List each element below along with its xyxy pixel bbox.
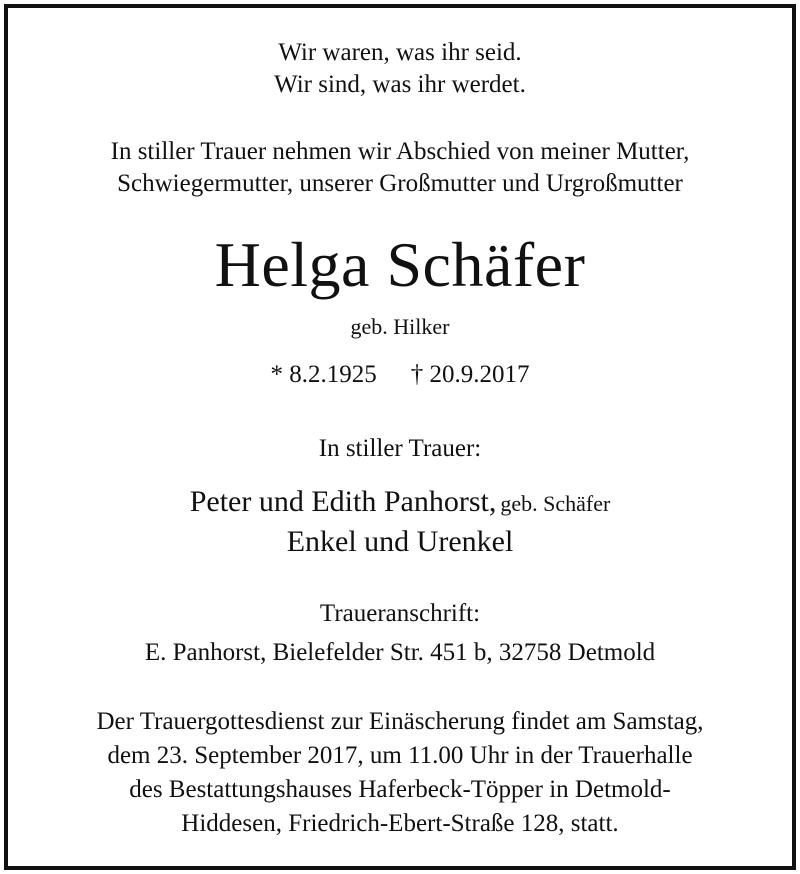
- motto-line-1: Wir waren, was ihr seid.: [278, 39, 522, 66]
- life-dates: [0, 362, 800, 387]
- mourners-main-names: Peter und Edith Panhorst,: [189, 485, 497, 518]
- death-date: † 20.9.2017: [410, 361, 530, 388]
- motto-line-2: Wir sind, was ihr werdet.: [274, 71, 526, 98]
- service-line-3: des Bestattungshauses Haferbeck-Töpper in Detmold-: [129, 776, 671, 803]
- service-line-1: Der Trauergottesdienst zur Einäscherung findet am Samstag,: [96, 708, 704, 735]
- service-line-2: dem 23. September 2017, um 11.00 Uhr in der Trauerhalle: [107, 742, 693, 769]
- mourners-others: Enkel und Urenkel: [286, 525, 514, 558]
- intro-line-2: Schwiegermutter, unserer Großmutter und Urgroßmutter: [117, 170, 683, 197]
- mourners-main-suffix: geb. Schäfer: [500, 491, 611, 516]
- intro-line-1: In stiller Trauer nehmen wir Abschied von meiner Mutter,: [110, 138, 690, 165]
- maiden-name: geb. Hilker: [350, 314, 450, 339]
- address-line: E. Panhorst, Bielefelder Str. 451 b, 32758 Detmold: [144, 639, 656, 666]
- mourners-heading: In stiller Trauer:: [318, 435, 482, 462]
- birth-date: * 8.2.1925: [270, 361, 377, 388]
- address-heading: Traueranschrift:: [319, 600, 481, 627]
- deceased-name: Helga Schäfer: [214, 229, 586, 300]
- service-line-4: Hiddesen, Friedrich-Ebert-Straße 128, statt.: [181, 810, 619, 837]
- mourners-main: [0, 487, 800, 517]
